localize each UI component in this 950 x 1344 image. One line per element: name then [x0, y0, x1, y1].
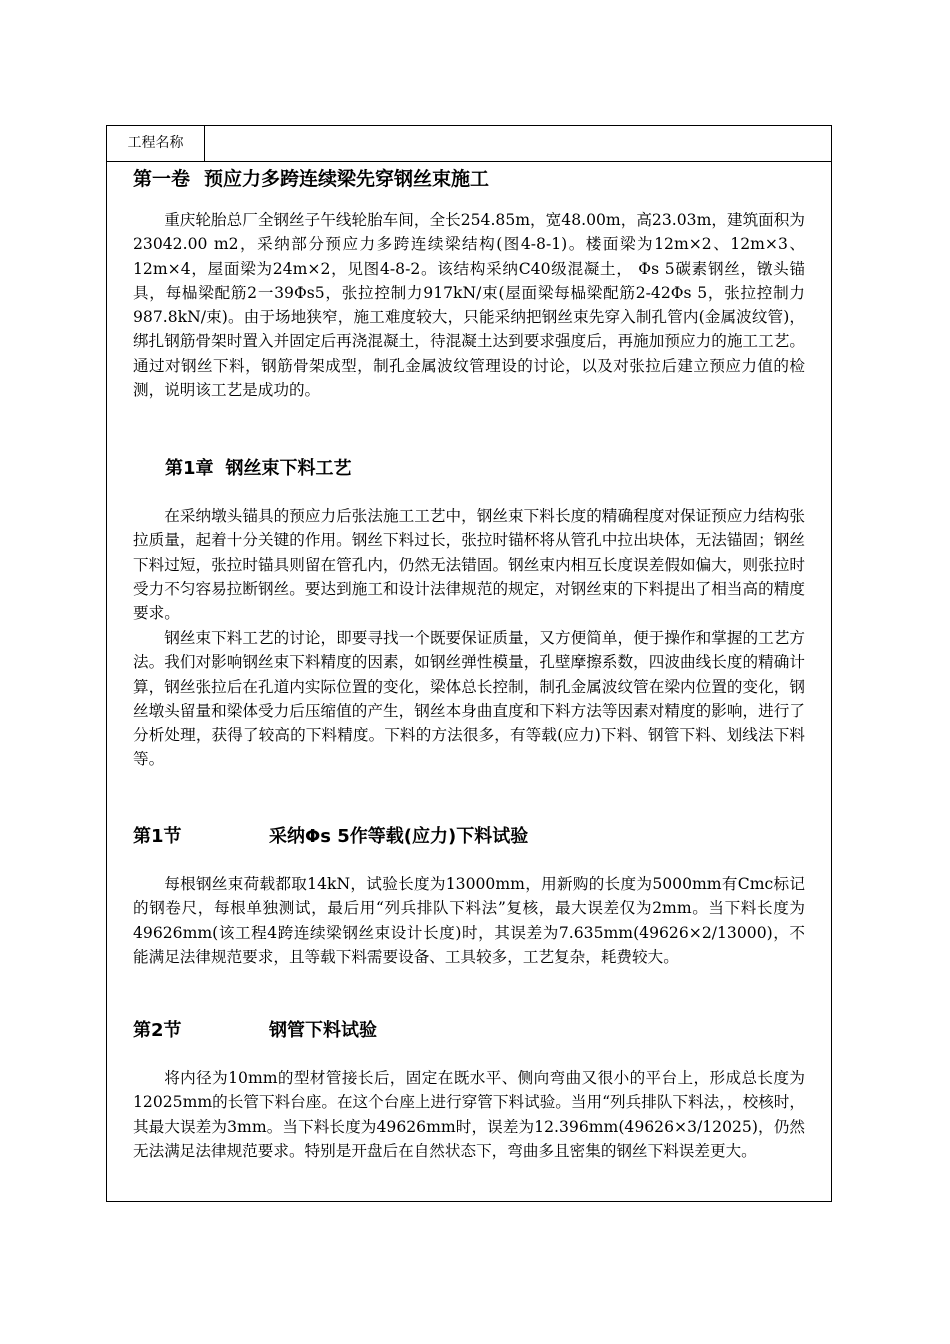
volume-heading [133, 166, 489, 192]
section-2-number: 第2节 [133, 1020, 182, 1041]
volume-paragraph: 重庆轮胎总厂全钢丝子午线轮胎车间，全长254.85m，宽48.00m，高23.03m，建筑面积为23042.00 m2，采纳部分预应力多跨连续梁结构(图4-8-1)。楼面梁为12m×2、12m×3、12m×4，屋面梁为24m×2，见图4-8-2。该结构采纳C40级混凝土， Φs 5碳素钢丝，镦头锚具，每榀梁配筋2一39Φs5，张拉控制力917kN/束(屋面梁每榀梁配筋2-42Φs 5，张拉控制力987.8kN/束)。由于场地狭窄，施工难度较大，只能采纳把钢丝束先穿入制孔管内(金属波纹管)，绑扎钢筋骨架时置入并固定后再浇混凝土，待混凝土达到要求强度后，再施加预应力的施工工艺。通过对钢丝下料，钢筋骨架成型，制孔金属波纹管理设的讨论，以及对张拉后建立预应力值的检测，说明该工艺是成功的。 [133, 211, 805, 400]
project-name-value[interactable] [205, 126, 831, 161]
section-2-heading [133, 1018, 377, 1044]
chapter-paragraph-2: 钢丝束下料工艺的讨论，即要寻找一个既要保证质量，又方便简单，便于操作和掌握的工艺方法。我们对影响钢丝束下料精度的因素，如钢丝弹性模量，孔壁摩擦系数，四波曲线长度的精确计算，钢丝张拉后在孔道内实际位置的变化，梁体总长控制，制孔金属波纹管在梁内位置的变化，钢丝墩头留量和梁体受力后压缩值的产生，钢丝本身曲直度和下料方法等因素对精度的影响，进行了分析处理，获得了较高的下料精度。下料的方法很多，有等载(应力)下料、钢管下料、划线法下料等。 [133, 629, 805, 769]
volume-number: 第一卷 [133, 168, 191, 190]
document-frame [106, 125, 832, 1202]
section-1-number: 第1节 [133, 826, 182, 847]
volume-title: 预应力多跨连续梁先穿钢丝束施工 [204, 168, 490, 190]
project-name-label: 工程名称 [107, 126, 205, 161]
section-1-title: 采纳Φs 5作等载(应力)下料试验 [269, 826, 529, 847]
chapter-title: 钢丝束下料工艺 [225, 458, 352, 479]
section-2-paragraph: 将内径为10mm的型材管接长后，固定在既水平、侧向弯曲又很小的平台上，形成总长度为12025mm的长管下料台座。在这个台座上进行穿管下料试验。当用“列兵排队下料法，，校核时，其最大误差为3mm。当下料长度为49626mm时，误差为12.396mm(49626×3/12025)，仍然无法满足法律规范要求。特别是开盘后在自然状态下，弯曲多且密集的钢丝下料误差更大。 [133, 1069, 805, 1160]
header-row [107, 126, 831, 162]
section-1-heading [133, 824, 528, 850]
chapter-paragraph-1: 在采纳墩头锚具的预应力后张法施工工艺中，钢丝束下料长度的精确程度对保证预应力结构张拉质量，起着十分关键的作用。钢丝下料过长，张拉时锚杯将从管孔中拉出块体，无法锚固；钢丝下料过短，张拉时锚具则留在管孔内，仍然无法错固。钢丝束内相互长度误差假如偏大，则张拉时受力不匀容易拉断钢丝。要达到施工和设计法律规范的规定，对钢丝束的下料提出了相当高的精度要求。 [133, 507, 805, 623]
document-body [133, 162, 805, 1201]
section-2-title: 钢管下料试验 [269, 1020, 377, 1041]
chapter-number: 第1章 [165, 458, 214, 479]
chapter-heading [165, 456, 352, 482]
section-1-paragraph: 每根钢丝束荷载都取14kN，试验长度为13000mm，用新购的长度为5000mm有Cmc标记的钢卷尺，每根单独测试，最后用“列兵排队下料法”复核，最大误差仅为2mm。当下料长度为49626mm(该工程4跨连续梁钢丝束设计长度)时，其误差为7.635mm(49626×2/13000)，不能满足法律规范要求，且等载下料需要设备、工具较多，工艺复杂，耗费较大。 [133, 875, 805, 966]
